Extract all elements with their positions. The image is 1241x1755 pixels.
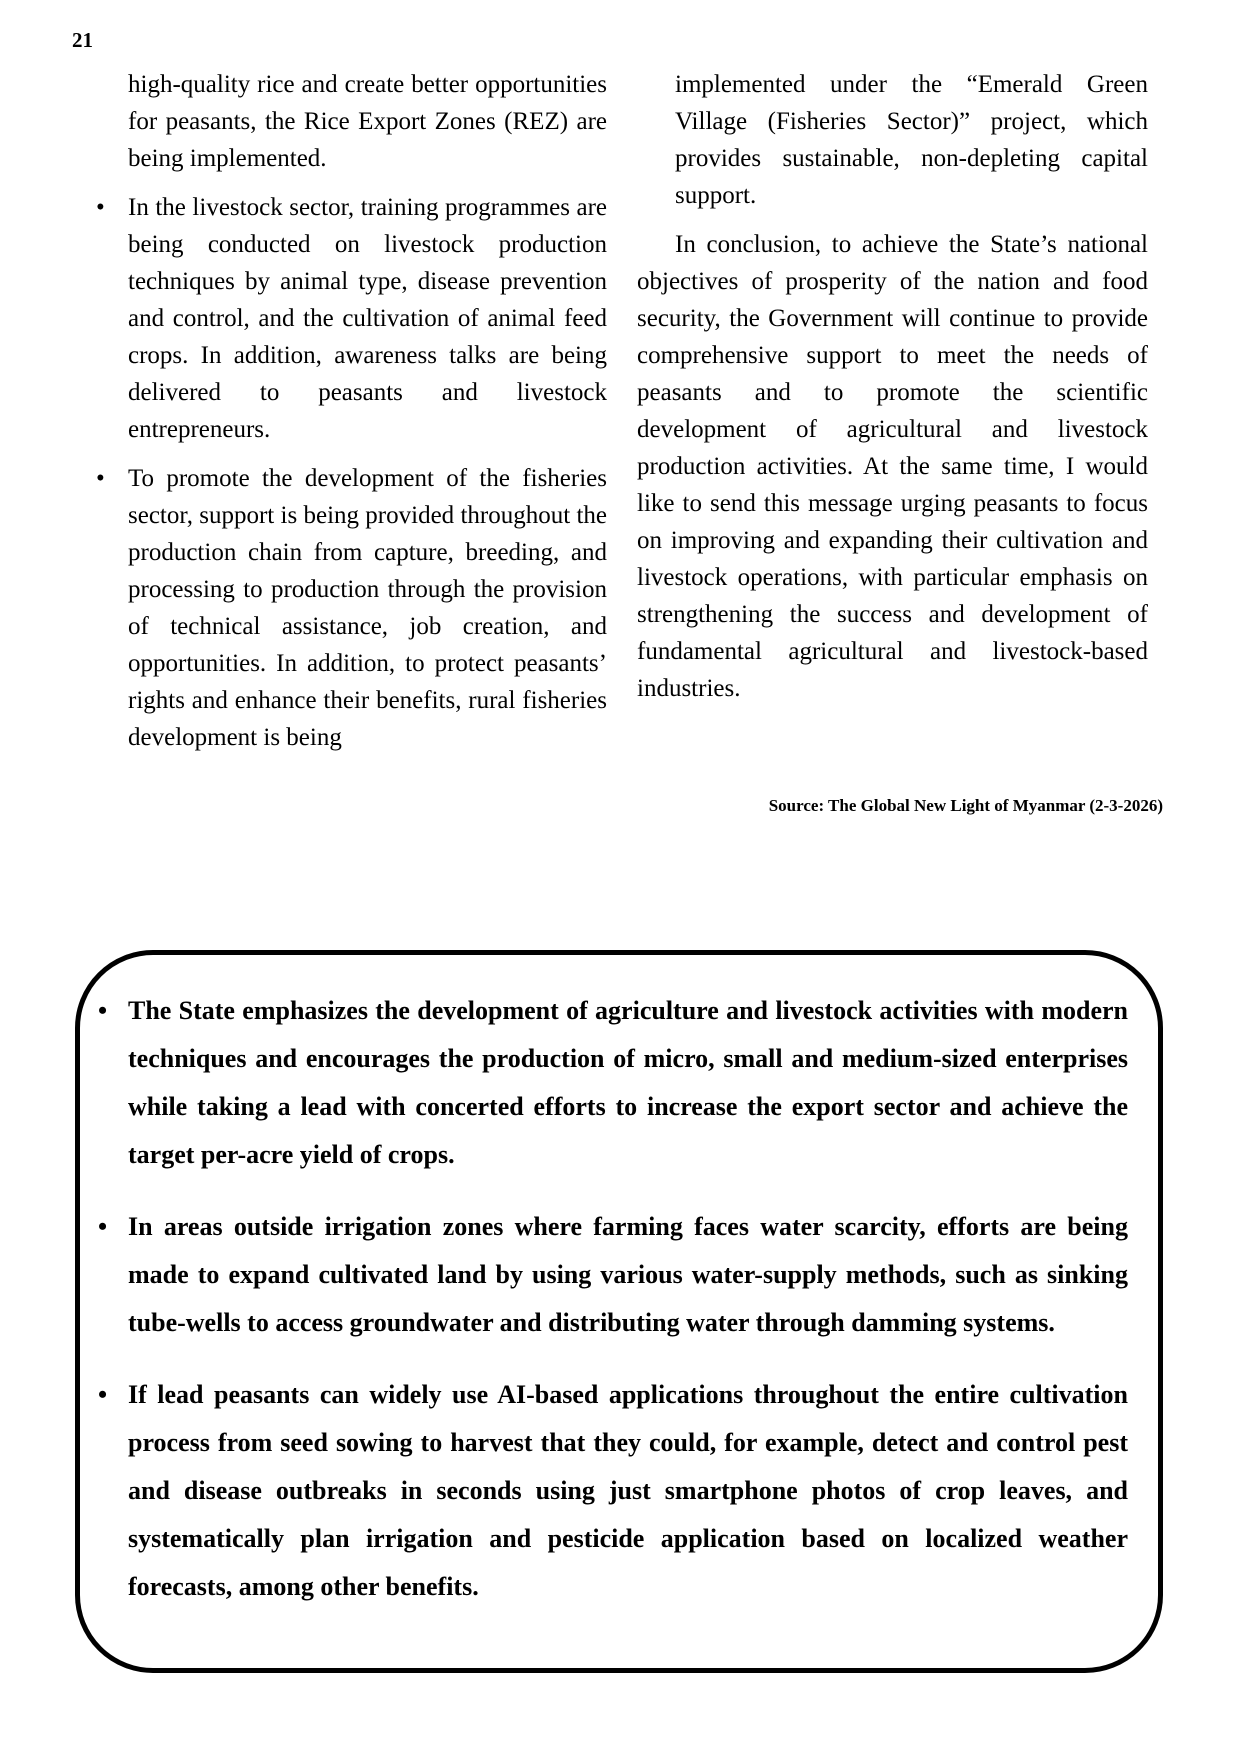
list-item-text: In the livestock sector, training programmes are being conducted on livestock production techniques by animal type, disease prevention and control, and the cultivation of animal feed crops. In addition, awareness talks are being delivered to peasants and livestock entrepreneurs. xyxy=(128,194,607,443)
list-item-text: To promote the development of the fisheries sector, support is being provided throughout the production chain from capture, breeding, and processing to production through the provision of technical assistance, job creation, and opportunities. In addition, to protect peasants’ rights and enhance their benefits, rural fisheries development is being xyxy=(128,465,607,751)
conclusion-paragraph: In conclusion, to achieve the State’s national objectives of prosperity of the nation and food security, the Government will continue to provide comprehensive support to meet the needs of peasants and to promote the scientific development of agricultural and livestock production activities. At the same time, I would like to send this message urging peasants to focus on improving and expanding their cultivation and livestock operations, with particular emphasis on strengthening the success and development of fundamental agricultural and livestock-based industries. xyxy=(637,231,1148,702)
bullet-marker: • xyxy=(96,194,105,221)
bullet-marker: • xyxy=(98,1212,108,1241)
source-attribution: Source: The Global New Light of Myanmar (2-3-2026) xyxy=(768,796,1163,815)
right-continuation-paragraph: implemented under the “Emerald Green Village (Fisheries Sector)” project, which provides sustainable, non-depleting capital support. xyxy=(675,71,1148,209)
bullet-marker: • xyxy=(98,1380,108,1409)
left-bullet-list xyxy=(90,189,607,756)
highlight-bullet-list xyxy=(96,987,1128,1611)
list-item xyxy=(96,1203,1128,1347)
highlight-summary-box xyxy=(75,950,1163,1673)
list-item xyxy=(90,189,607,448)
right-text-column xyxy=(637,66,1163,817)
list-item xyxy=(90,460,607,756)
list-item-text: In areas outside irrigation zones where farming faces water scarcity, efforts are being made to expand cultivated land by using various water-supply methods, such as sinking tube-wells to access groundwater and distributing water through damming systems. xyxy=(128,1212,1128,1337)
left-continuation-paragraph: high-quality rice and create better opportunities for peasants, the Rice Export Zones (REZ) are being implemented. xyxy=(128,71,607,172)
page-number: 21 xyxy=(72,28,93,52)
left-text-column xyxy=(90,66,607,768)
bullet-marker: • xyxy=(98,996,108,1025)
bullet-marker: • xyxy=(96,465,105,492)
list-item-text: The State emphasizes the development of agriculture and livestock activities with modern techniques and encourages the production of micro, small and medium-sized enterprises while taking a lead with concerted efforts to increase the export sector and achieve the target per-acre yield of crops. xyxy=(128,996,1128,1169)
list-item xyxy=(96,1371,1128,1611)
list-item xyxy=(96,987,1128,1179)
list-item-text: If lead peasants can widely use AI-based applications throughout the entire cultivation process from seed sowing to harvest that they could, for example, detect and control pest and disease outbreaks in seconds using just smartphone photos of crop leaves, and systematically plan irrigation and pesticide application based on localized weather forecasts, among other benefits. xyxy=(128,1380,1128,1601)
